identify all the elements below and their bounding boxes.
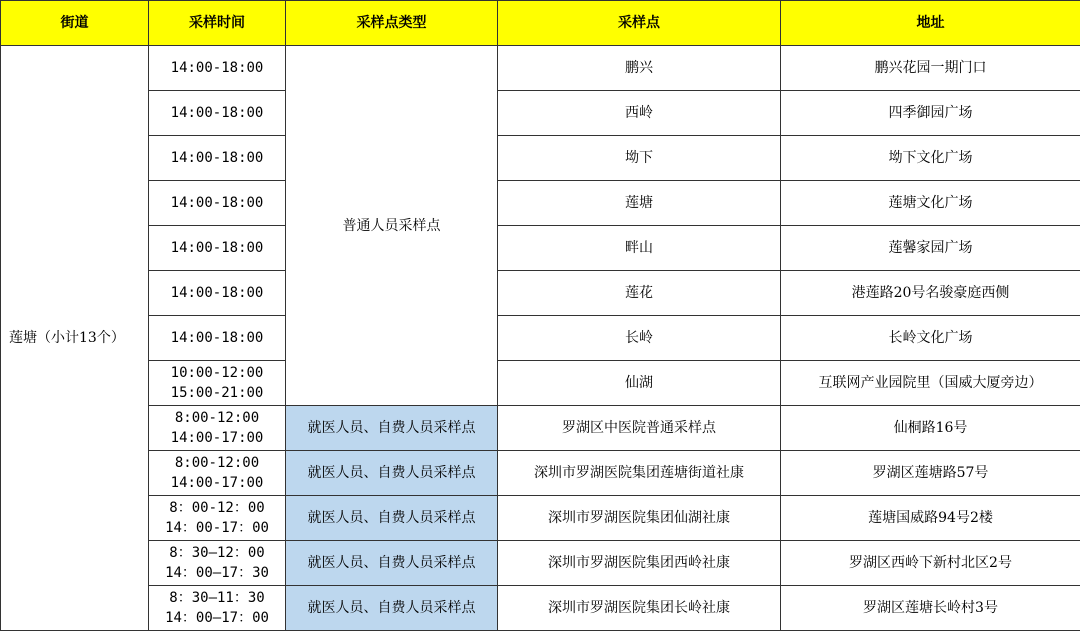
- address-cell: 罗湖区西岭下新村北区2号: [781, 541, 1080, 586]
- type-cell-clinic: 就医人员、自费人员采样点: [286, 451, 498, 496]
- header-type: 采样点类型: [286, 1, 498, 46]
- time-range: 14:00-18:00: [170, 150, 264, 166]
- address-cell: 罗湖区莲塘路57号: [781, 451, 1080, 496]
- site-cell: 鹏兴: [498, 46, 781, 91]
- header-row: [1, 1, 1080, 46]
- time-range: 14:00-18:00: [170, 195, 264, 211]
- site-cell: 仙湖: [498, 361, 781, 406]
- time-range: 8:00-12:00: [174, 410, 260, 426]
- site-cell: 西岭: [498, 91, 781, 136]
- site-cell: 罗湖区中医院普通采样点: [498, 406, 781, 451]
- time-cell: [149, 136, 286, 181]
- address-cell: 罗湖区莲塘长岭村3号: [781, 586, 1080, 631]
- address-cell: 港莲路20号名骏豪庭西侧: [781, 271, 1080, 316]
- time-range: 14：00—17：00: [165, 610, 269, 626]
- address-cell: 莲塘文化广场: [781, 181, 1080, 226]
- header-address: 地址: [781, 1, 1080, 46]
- site-cell: 坳下: [498, 136, 781, 181]
- table-row: [1, 541, 1080, 586]
- type-cell-regular: 普通人员采样点: [286, 46, 498, 406]
- time-range: 10:00-12:00: [170, 365, 264, 381]
- type-cell-clinic: 就医人员、自费人员采样点: [286, 586, 498, 631]
- address-cell: 鹏兴花园一期门口: [781, 46, 1080, 91]
- time-range: 14：00-17：00: [165, 520, 269, 536]
- time-range: 8：30—11：30: [169, 590, 265, 606]
- time-cell: [149, 406, 286, 451]
- time-cell: [149, 181, 286, 226]
- time-range: 14:00-18:00: [170, 60, 264, 76]
- table-row: [1, 361, 1080, 406]
- type-cell-clinic: 就医人员、自费人员采样点: [286, 541, 498, 586]
- site-cell: 畔山: [498, 226, 781, 271]
- time-cell: [149, 586, 286, 631]
- time-cell: [149, 91, 286, 136]
- time-cell: [149, 226, 286, 271]
- address-cell: 互联网产业园院里（国威大厦旁边）: [781, 361, 1080, 406]
- table-row: [1, 271, 1080, 316]
- time-cell: [149, 271, 286, 316]
- time-cell: [149, 361, 286, 406]
- time-cell: [149, 46, 286, 91]
- table-row: [1, 136, 1080, 181]
- table-row: [1, 586, 1080, 631]
- time-range: 14:00-18:00: [170, 330, 264, 346]
- time-range: 14:00-18:00: [170, 105, 264, 121]
- time-range: 15:00-21:00: [170, 385, 264, 401]
- site-cell: 长岭: [498, 316, 781, 361]
- site-cell: 深圳市罗湖医院集团西岭社康: [498, 541, 781, 586]
- time-cell: [149, 451, 286, 496]
- time-range: 14:00-18:00: [170, 240, 264, 256]
- table-row: [1, 91, 1080, 136]
- site-cell: 深圳市罗湖医院集团长岭社康: [498, 586, 781, 631]
- header-site: 采样点: [498, 1, 781, 46]
- type-cell-clinic: 就医人员、自费人员采样点: [286, 406, 498, 451]
- table-row: [1, 46, 1080, 91]
- address-cell: 仙桐路16号: [781, 406, 1080, 451]
- address-cell: 坳下文化广场: [781, 136, 1080, 181]
- time-range: 14:00-17:00: [170, 475, 264, 491]
- table-row: [1, 496, 1080, 541]
- address-cell: 莲塘国威路94号2楼: [781, 496, 1080, 541]
- table-row: [1, 406, 1080, 451]
- address-cell: 莲馨家园广场: [781, 226, 1080, 271]
- site-cell: 深圳市罗湖医院集团莲塘街道社康: [498, 451, 781, 496]
- site-cell: 莲塘: [498, 181, 781, 226]
- time-range: 14:00-17:00: [170, 430, 264, 446]
- time-range: 8:00-12:00: [174, 455, 260, 471]
- table-row: [1, 181, 1080, 226]
- type-cell-clinic: 就医人员、自费人员采样点: [286, 496, 498, 541]
- header-time: 采样时间: [149, 1, 286, 46]
- time-range: 8：30—12：00: [169, 545, 265, 561]
- header-street: 街道: [1, 1, 149, 46]
- time-cell: [149, 541, 286, 586]
- time-cell: [149, 496, 286, 541]
- time-range: 14:00-18:00: [170, 285, 264, 301]
- street-cell: 莲塘（小计13个）: [1, 46, 149, 631]
- site-cell: 深圳市罗湖医院集团仙湖社康: [498, 496, 781, 541]
- time-cell: [149, 316, 286, 361]
- time-range: 8：00-12：00: [169, 500, 265, 516]
- table-row: [1, 226, 1080, 271]
- table-row: [1, 316, 1080, 361]
- table-row: [1, 451, 1080, 496]
- address-cell: 长岭文化广场: [781, 316, 1080, 361]
- time-range: 14：00—17：30: [165, 565, 269, 581]
- address-cell: 四季御园广场: [781, 91, 1080, 136]
- site-cell: 莲花: [498, 271, 781, 316]
